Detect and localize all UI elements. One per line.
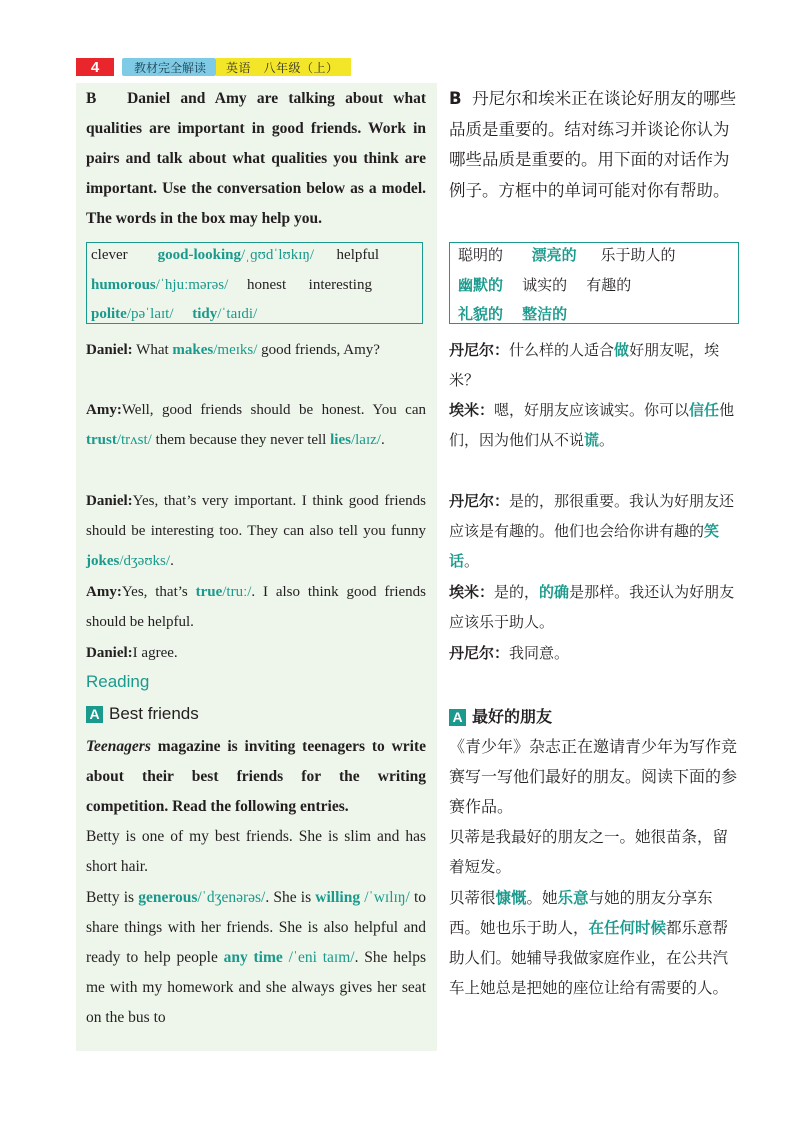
vocab-box-zh: 聪明的 漂亮的 乐于助人的 幽默的 诚实的 有趣的 礼貌的 整洁的 — [449, 242, 739, 324]
section-a-title-en: A Best friends — [86, 704, 199, 724]
page-number: 4 — [76, 58, 114, 76]
part-b-intro-en: B Daniel and Amy are talking about what qualities are important in good friends. Work in pairs and talk about what qualities you think are important. Use the conversation below as a model. The words in the box may help you. — [86, 90, 427, 227]
reading-heading: Reading — [86, 672, 150, 691]
reading-p1-zh: 贝蒂是我最好的朋友之一。她很苗条，留着短发。 — [449, 828, 729, 876]
dialogue-line-1-en: Daniel: What makes/meɪks/ good friends, Amy? — [86, 342, 380, 358]
dialogue-line-2-zh: 埃米：嗯，好朋友应该诚实。你可以信任他们，因为他们从不说谎。 — [449, 401, 735, 449]
dialogue-line-3-en: Daniel:Yes, that’s very important. I think good friends should be interesting too. They can also tell you funny jokes/dʒəʊks/. — [86, 493, 426, 569]
dialogue-line-1-zh: 丹尼尔：什么样的人适合做好朋友呢，埃米？ — [449, 341, 720, 389]
book-title: 教材完全解读 — [122, 58, 216, 76]
subject-grade: 英语 八年级（上） — [216, 58, 351, 76]
reading-intro-zh: 《青少年》杂志正在邀请青少年为写作竞赛写一写他们最好的朋友。阅读下面的参赛作品。 — [449, 737, 738, 816]
section-a-title-zh: A 最好的朋友 — [449, 704, 552, 727]
reading-p2-en: Betty is generous/ˈdʒenərəs/. She is willing /ˈwɪlɪŋ/ to share things with her friends. She is also helpful and ready to help people any time /ˈeni taɪm/. She helps me with my homework and she always gives her seat on the bus to — [86, 889, 427, 1026]
vocab-box-en: clever good-looking/ˌɡʊdˈlʊkɪŋ/ helpful humorous/ˈhjuːmərəs/ honest interesting polite/pəˈlaɪt/ tidy/ˈtaɪdi/ — [86, 242, 423, 324]
dialogue-line-2-en: Amy:Well, good friends should be honest. You can trust/trʌst/ them because they never tell lies/laɪz/. — [86, 402, 426, 448]
reading-p1-en: Betty is one of my best friends. She is slim and has short hair. — [86, 828, 426, 875]
reading-intro-en: Teenagers magazine is inviting teenagers to write about their best friends for the writing competition. Read the following entries. — [86, 738, 426, 815]
section-a-label: A — [86, 706, 103, 723]
part-b-intro-zh: B 丹尼尔和埃米正在谈论好朋友的哪些品质是重要的。结对练习并谈论你认为哪些品质是重要的。用下面的对话作为例子。方框中的单词可能对你有帮助。 — [449, 89, 737, 200]
dialogue-line-4-zh: 埃米：是的，的确是那样。我还认为好朋友应该乐于助人。 — [449, 583, 735, 631]
dialogue-line-5-zh: 丹尼尔：我同意。 — [449, 644, 570, 662]
dialogue-line-3-zh: 丹尼尔：是的，那很重要。我认为好朋友还应该是有趣的。他们也会给你讲有趣的笑话。 — [449, 492, 735, 570]
dialogue-line-5-en: Daniel:I agree. — [86, 645, 178, 661]
page-header — [76, 58, 351, 76]
reading-p2-zh: 贝蒂很慷慨。她乐意与她的朋友分享东西。她也乐于助人，在任何时候都乐意帮助人们。她辅导我做家庭作业，在公共汽车上她总是把她的座位让给有需要的人。 — [449, 889, 729, 997]
dialogue-line-4-en: Amy:Yes, that’s true/truː/. I also think good friends should be helpful. — [86, 584, 426, 630]
